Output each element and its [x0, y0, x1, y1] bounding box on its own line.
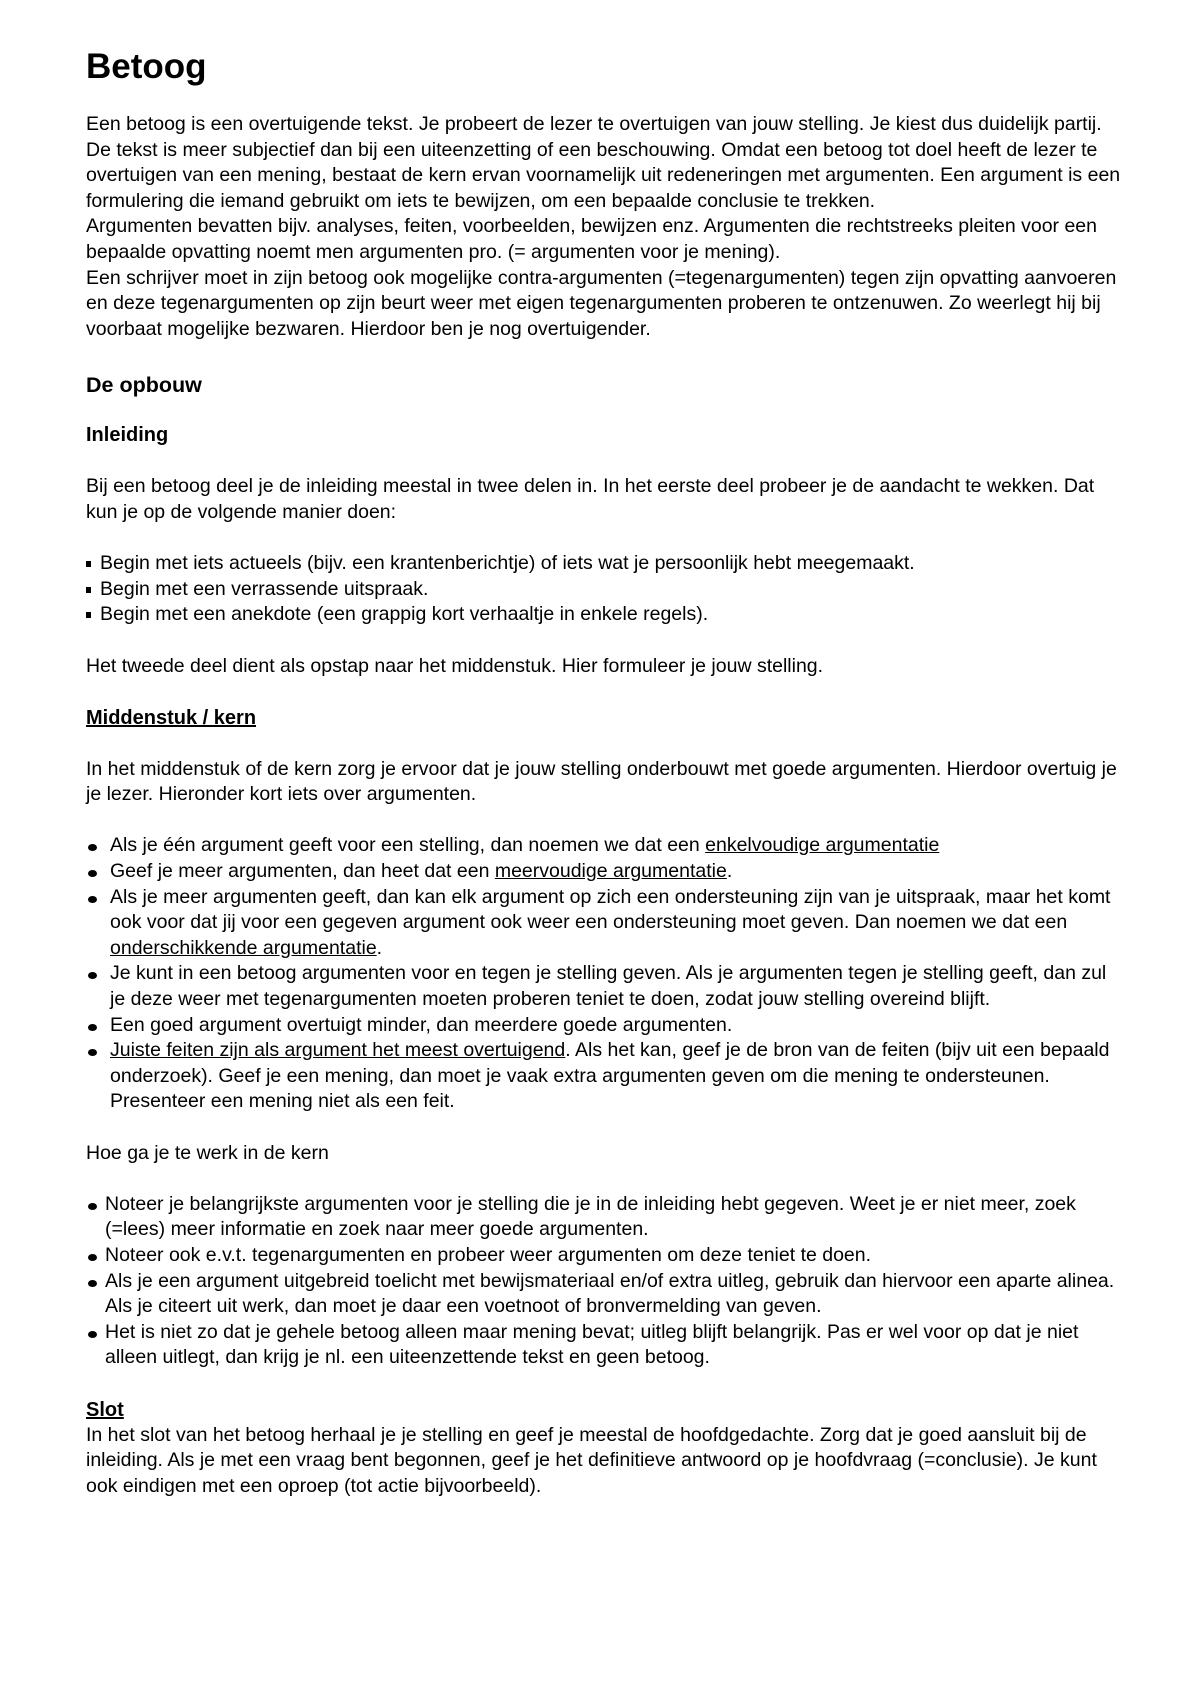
list-item: Als je een argument uitgebreid toelicht met bewijsmateriaal en/of extra uitleg, gebruik dan hiervoor een aparte alinea. Als je citeert uit werk, dan moet je daar een voetnoot of bronvermelding van geven. — [86, 1269, 1124, 1320]
list-item: Begin met een anekdote (een grappig kort verhaaltje in enkele regels). — [86, 602, 1124, 628]
document-title: Betoog — [86, 47, 207, 86]
intro-paragraph-1: Een betoog is een overtuigende tekst. Je probeert de lezer te overtuigen van jouw stelling. Je kiest dus duidelijk partij. De tekst is meer subjectief dan bij een uiteenzetting of een beschouwing. Omdat een betoog tot doel heeft de lezer te overtuigen van een mening, bestaat de kern ervan voornamelijk uit redeneringen met argumenten. Een argument is een formulering die iemand gebruikt om iets te bewijzen, om een bepaalde conclusie te trekken. — [86, 113, 1121, 212]
argument-list — [86, 833, 1124, 1115]
list-item: Begin met iets actueels (bijv. een krantenberichtje) of iets wat je persoonlijk hebt meegemaakt. — [86, 551, 1124, 577]
list-item: Geef je meer argumenten, dan heet dat een meervoudige argumentatie. — [86, 859, 1124, 885]
list-item: Noteer ook e.v.t. tegenargumenten en probeer weer argumenten om deze teniet te doen. — [86, 1243, 1124, 1269]
subheading-inleiding: Inleiding — [86, 424, 169, 447]
slot-paragraph: In het slot van het betoog herhaal je je stelling en geef je meestal de hoofdgedachte. Zorg dat je goed aansluit bij de inleiding. Als je met een vraag bent begonnen, geef je het definitieve antwoord op je hoofdvraag (=conclusie). Je kunt ook eindigen met een oproep (tot actie bijvoorbeeld). — [86, 1423, 1097, 1497]
subheading-slot: Slot — [86, 1398, 124, 1421]
intro-paragraph-2: Argumenten bevatten bijv. analyses, feiten, voorbeelden, bewijzen enz. Argumenten die rechtstreeks pleiten voor een bepaalde opvatting noemt men argumenten pro. (= argumenten voor je mening). — [86, 215, 1098, 263]
intro-paragraph-3: Een schrijver moet in zijn betoog ook mogelijke contra-argumenten (=tegenargumenten) tegen zijn opvatting aanvoeren en deze tegenargumenten op zijn beurt weer met eigen tegenargumenten proberen te ontzenuwen. Zo weerlegt hij bij voorbaat mogelijke bezwaren. Hierdoor ben je nog overtuigender. — [86, 266, 1117, 340]
section-heading-opbouw: De opbouw — [86, 373, 202, 398]
werk-heading: Hoe ga je te werk in de kern — [86, 1141, 329, 1164]
list-item: Juiste feiten zijn als argument het meest overtuigend. Als het kan, geef je de bron van de feiten (bijv uit een bepaald onderzoek). Geef je een mening, dan moet je vaak extra argumenten geven om die mening te ondersteunen. Presenteer een mening niet als een feit. — [86, 1038, 1124, 1115]
werk-list — [86, 1192, 1124, 1371]
middenstuk-paragraph-1: In het middenstuk of de kern zorg je ervoor dat je jouw stelling onderbouwt met goede argumenten. Hierdoor overtuig je je lezer. Hieronder kort iets over argumenten. — [86, 757, 1117, 806]
list-item: Als je één argument geeft voor een stelling, dan noemen we dat een enkelvoudige argumentatie — [86, 833, 1124, 859]
list-item: Een goed argument overtuigt minder, dan meerdere goede argumenten. — [86, 1013, 1124, 1039]
list-item: Als je meer argumenten geeft, dan kan elk argument op zich een ondersteuning zijn van je uitspraak, maar het komt ook voor dat jij voor een gegeven argument ook weer een ondersteuning moet geven. Dan noemen we dat een onderschikkende argumentatie. — [86, 885, 1124, 962]
list-item: Het is niet zo dat je gehele betoog alleen maar mening bevat; uitleg blijft belangrijk. Pas er wel voor op dat je niet alleen uitlegt, dan krijg je nl. een uiteenzettende tekst en geen betoog. — [86, 1320, 1124, 1371]
list-item: Noteer je belangrijkste argumenten voor je stelling die je in de inleiding hebt gegeven. Weet je er niet meer, zoek (=lees) meer informatie en zoek naar meer goede argumenten. — [86, 1192, 1124, 1243]
inleiding-paragraph-2: Het tweede deel dient als opstap naar het middenstuk. Hier formuleer je jouw stelling. — [86, 654, 824, 677]
list-item: Je kunt in een betoog argumenten voor en tegen je stelling geven. Als je argumenten tegen je stelling geeft, dan zul je deze weer met tegenargumenten moeten proberen teniet te doen, zodat jouw stelling overeind blijft. — [86, 961, 1124, 1012]
list-item: Begin met een verrassende uitspraak. — [86, 577, 1124, 603]
subheading-middenstuk: Middenstuk / kern — [86, 706, 257, 729]
inleiding-list — [86, 551, 1124, 628]
inleiding-paragraph-1: Bij een betoog deel je de inleiding meestal in twee delen in. In het eerste deel probeer je de aandacht te wekken. Dat kun je op de volgende manier doen: — [86, 475, 1095, 523]
